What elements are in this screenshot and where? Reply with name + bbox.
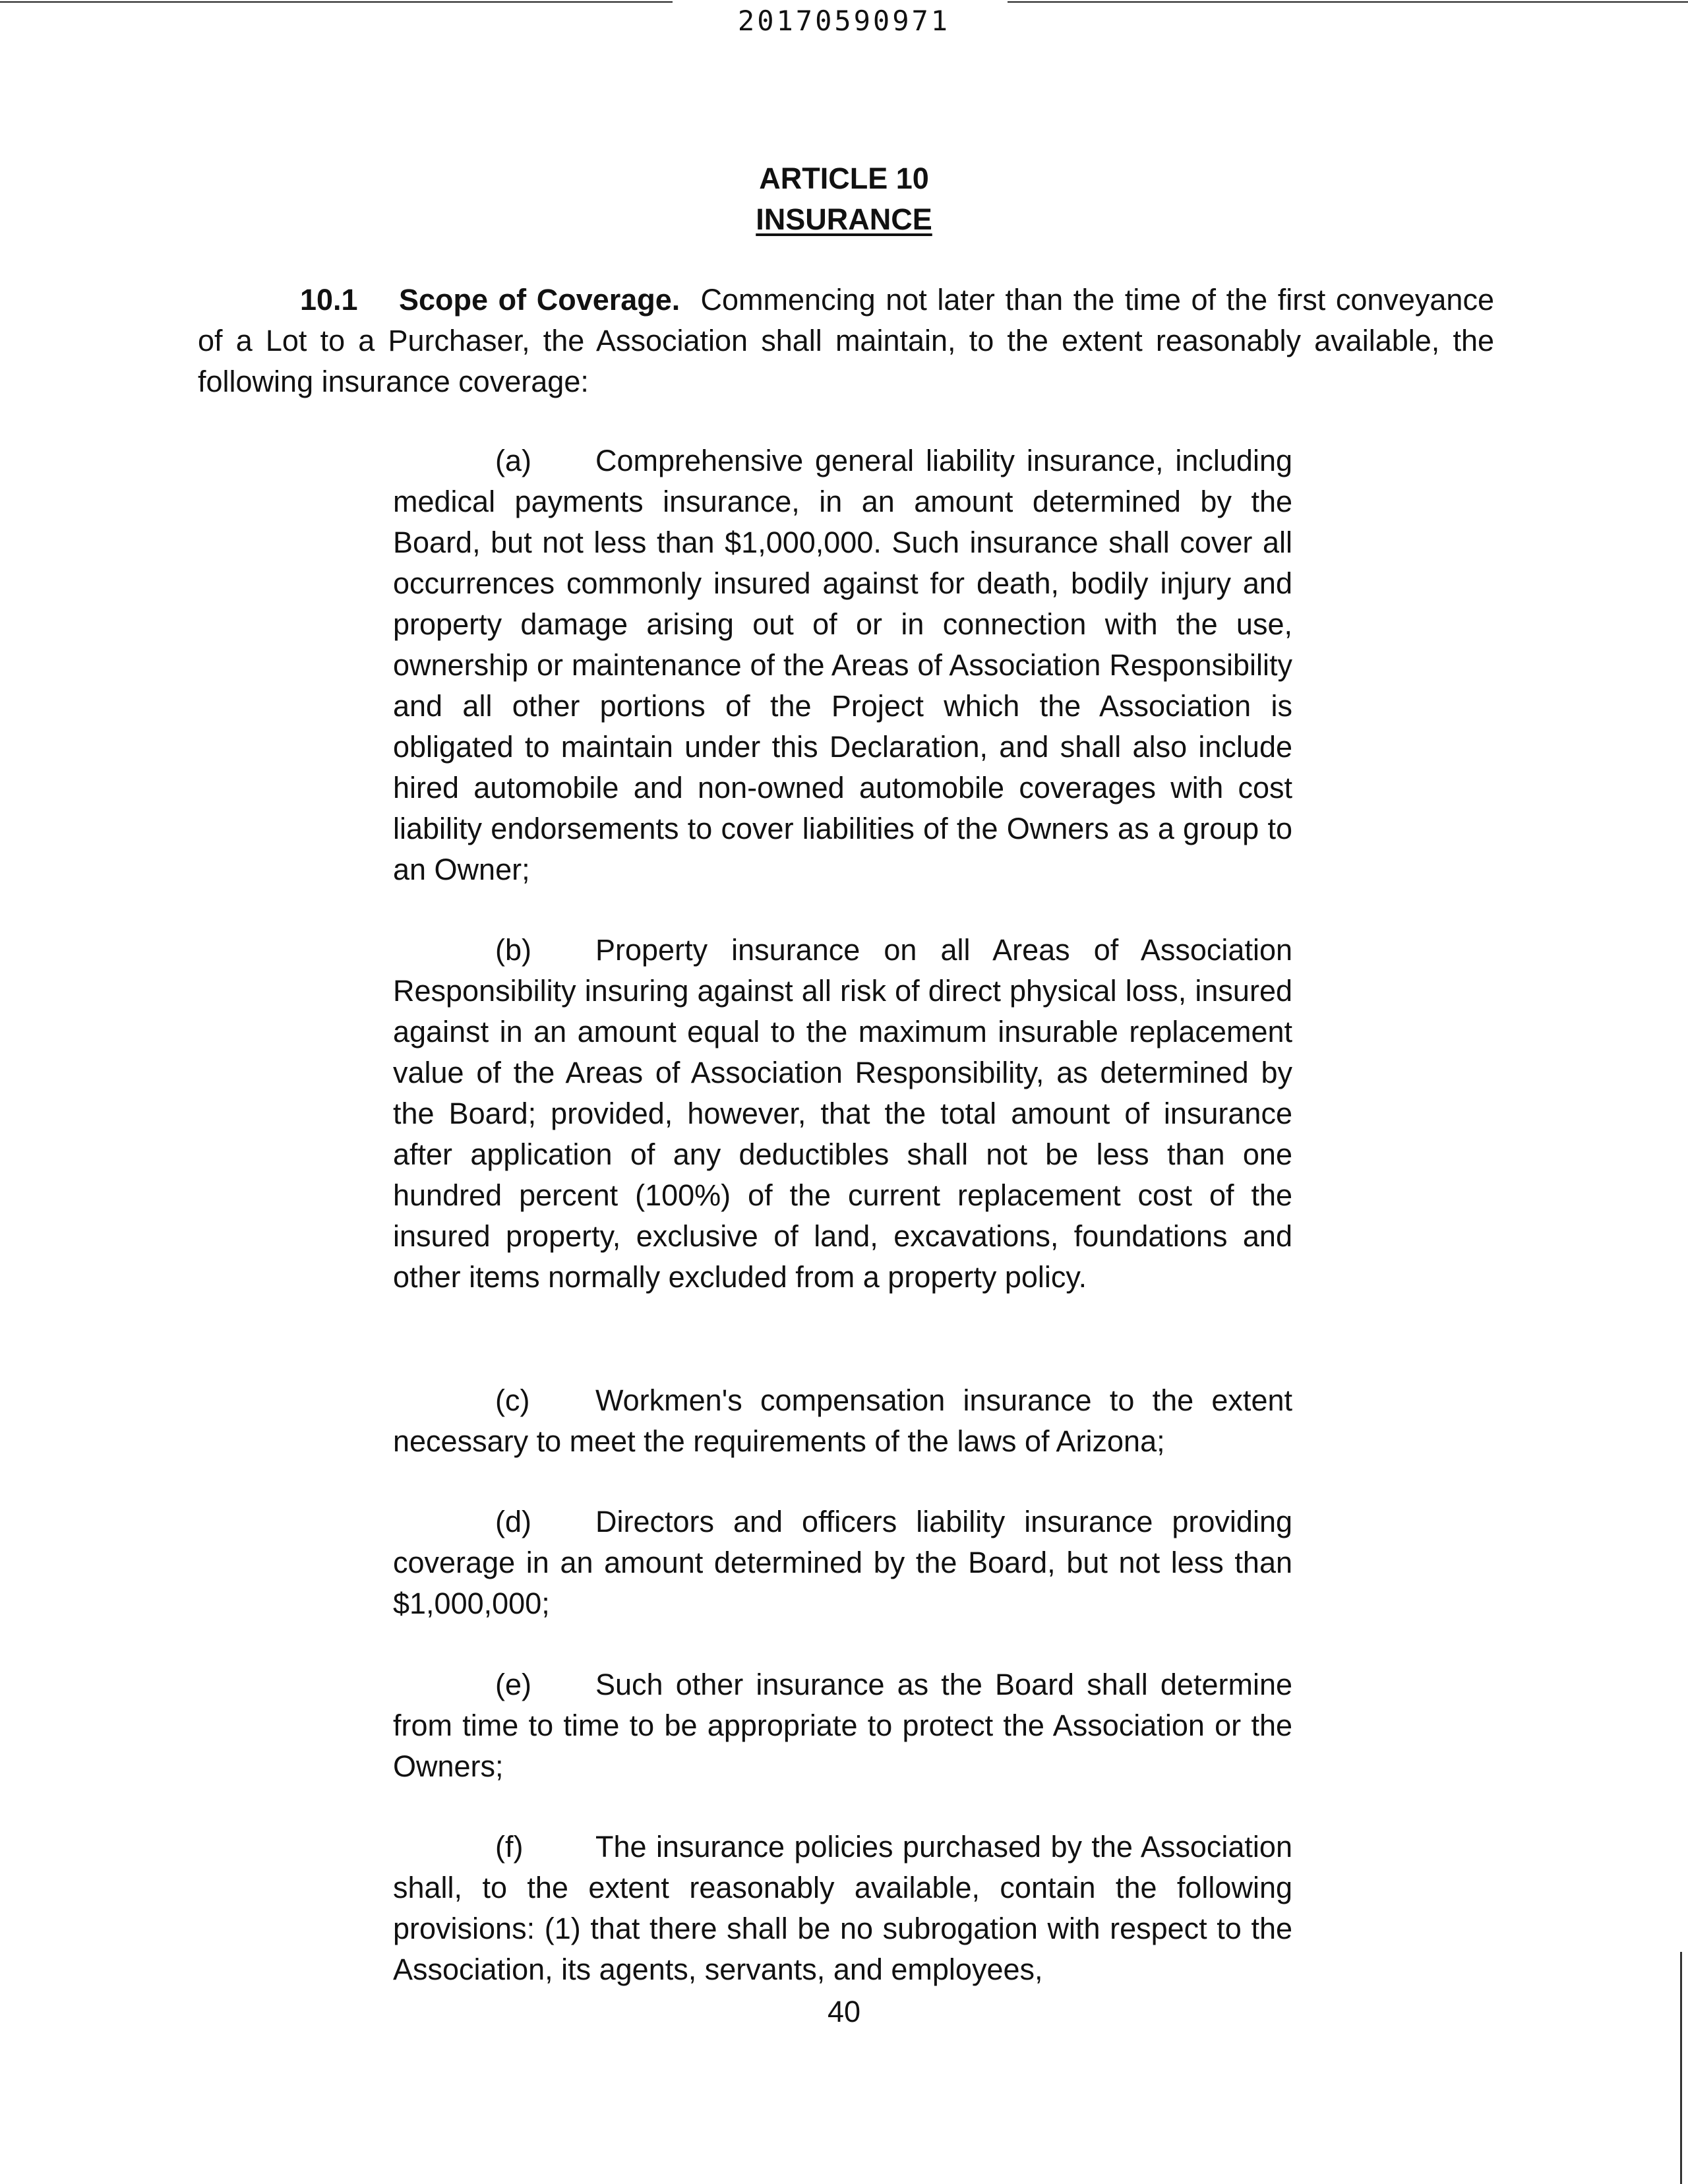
- subsection-c-label: (c): [495, 1383, 530, 1417]
- section-number: 10.1: [300, 283, 358, 317]
- subsection-e: [393, 1664, 1292, 1787]
- subsection-a-text: Comprehensive general liability insurance, including medical payments insurance, in an amount determined by the Board, but not less than $1,000,000. Such insurance shall cover all occurrences commonly insured against for death, bodily injury and property damage arising out of or in connection with the use, ownership or maintenance of the Areas of Association Responsibility and all other portions of the Project which the Association is obligated to maintain under this Declaration, and shall also include hired automobile and non-owned automobile coverages with cost liability endorsements to cover liabilities of the Owners as a group to an Owner;: [393, 444, 1292, 886]
- subsection-f-label: (f): [495, 1830, 524, 1864]
- subsection-c: [393, 1380, 1292, 1462]
- top-rule-left: [0, 1, 673, 3]
- subsection-b-text: Property insurance on all Areas of Association Responsibility insuring against all risk of direct physical loss, insured against in an amount equal to the maximum insurable replacement value of the Areas of Association Responsibility, as determined by the Board; provided, however, that the total amount of insurance after application of any deductibles shall not be less than one hundred percent (100%) of the current replacement cost of the insured property, exclusive of land, excavations, foundations and other items normally excluded from a property policy.: [393, 933, 1292, 1294]
- subsection-a: [393, 440, 1292, 890]
- subsection-a-label: (a): [495, 444, 531, 477]
- section-title: Scope of Coverage.: [399, 283, 680, 317]
- subsection-f: [393, 1827, 1292, 1990]
- scan-edge-line: [1680, 1952, 1682, 2184]
- top-rule-right: [1008, 1, 1688, 3]
- subsection-b: [393, 930, 1292, 1298]
- subsection-c-text: Workmen's compensation insurance to the extent necessary to meet the requirements of the laws of Arizona;: [393, 1383, 1292, 1458]
- article-number: ARTICLE 10: [759, 162, 929, 195]
- subsection-d-label: (d): [495, 1505, 531, 1538]
- subsection-d: [393, 1502, 1292, 1624]
- subsection-b-label: (b): [495, 933, 531, 967]
- subsection-e-label: (e): [495, 1668, 531, 1701]
- subsection-f-text: The insurance policies purchased by the Association shall, to the extent reasonably available, contain the following provisions: (1) that there shall be no subrogation with respect to the Association, its agents, servants, and employees,: [393, 1830, 1292, 1986]
- section-10-1-paragraph: [198, 280, 1494, 402]
- document-number: 20170590971: [737, 5, 951, 37]
- article-title: INSURANCE: [756, 202, 932, 236]
- section-text: Commencing not later than the time of the first conveyance of a Lot to a Purchaser, the Association shall maintain, to the extent reasonably available, the following insurance coverage:: [198, 283, 1494, 398]
- article-heading: [0, 158, 1688, 240]
- subsection-e-text: Such other insurance as the Board shall determine from time to time to be appropriate to protect the Association or the Owners;: [393, 1668, 1292, 1783]
- subsection-d-text: Directors and officers liability insurance providing coverage in an amount determined by the Board, but not less than $1,000,000;: [393, 1505, 1292, 1620]
- page-number: 40: [827, 1995, 861, 2028]
